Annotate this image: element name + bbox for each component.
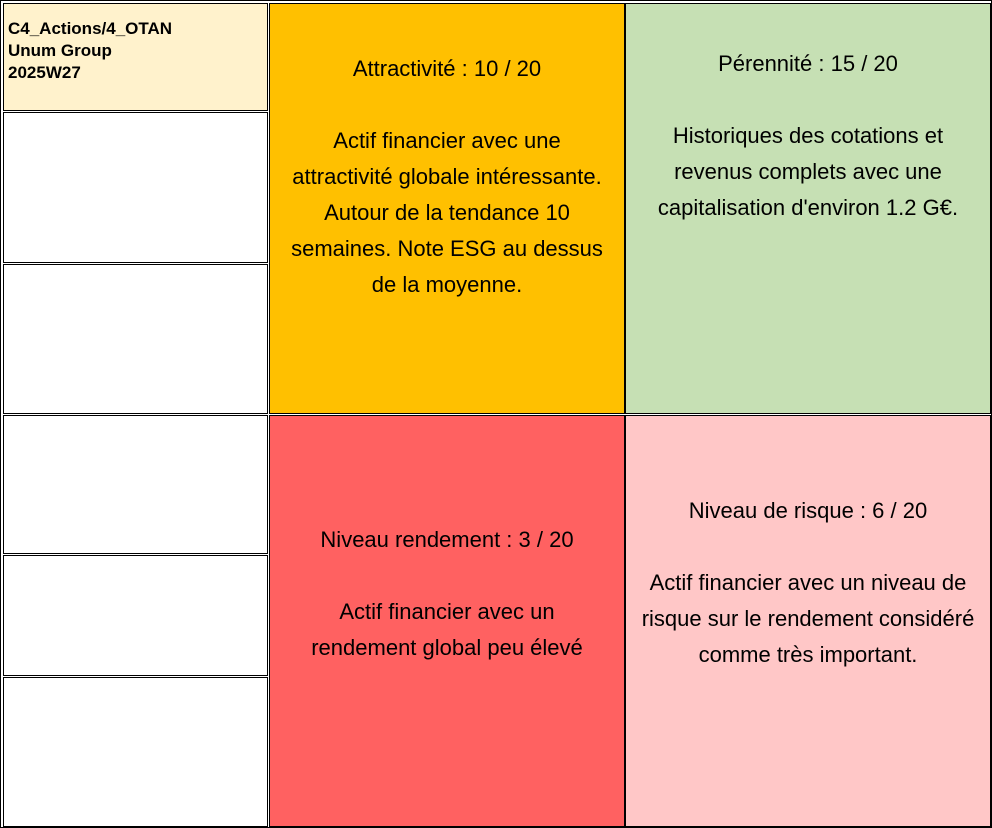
perennite-score: Pérennité : 15 / 20: [718, 50, 898, 76]
attractivite-quadrant[interactable]: [269, 3, 625, 414]
empty-cell-2[interactable]: [3, 264, 268, 414]
empty-cell-5[interactable]: [3, 677, 268, 827]
perennite-quadrant[interactable]: [625, 3, 991, 414]
portfolio-path: C4_Actions/4_OTAN: [8, 19, 173, 38]
rendement-description: Actif financier avec un rendement global peu élevé: [311, 599, 583, 660]
week-label: 2025W27: [8, 63, 81, 82]
attractivite-score: Attractivité : 10 / 20: [352, 55, 542, 81]
asset-header-cell[interactable]: [3, 3, 268, 111]
perennite-description: Historiques des cotations et revenus complets avec une capitalisation d'environ 1.2 G€.: [657, 122, 959, 220]
company-name: Unum Group: [8, 41, 112, 60]
empty-cell-4[interactable]: [3, 555, 268, 676]
risque-score: Niveau de risque : 6 / 20: [688, 498, 928, 523]
empty-cell-1[interactable]: [3, 112, 268, 263]
attractivite-description: Actif financier avec une attractivité globale intéressante. Autour de la tendance 10 semaines. Note ESG au dessus de la moyenne.: [291, 127, 603, 297]
rendement-score: Niveau rendement : 3 / 20: [320, 527, 574, 552]
risque-quadrant[interactable]: [625, 415, 991, 827]
rendement-quadrant[interactable]: [269, 415, 625, 827]
empty-cell-3[interactable]: [3, 415, 268, 554]
risque-description: Actif financier avec un niveau de risque sur le rendement considéré comme très important.: [641, 570, 975, 667]
